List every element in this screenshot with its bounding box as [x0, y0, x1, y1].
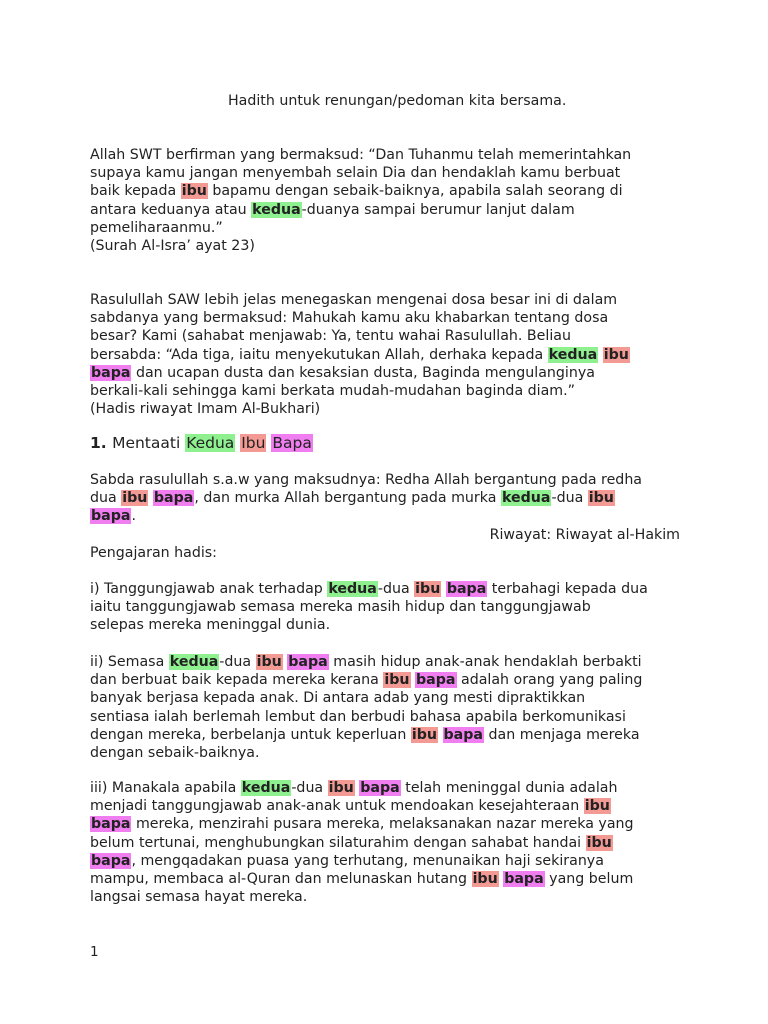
highlight-kedua: kedua — [501, 490, 551, 507]
text-span: menjadi tanggungjawab anak-anak untuk mendoakan kesejahteraan — [90, 798, 584, 815]
text-line — [90, 182, 680, 200]
text-span: dan menjaga mereka — [484, 726, 640, 743]
highlight-ibu: ibu — [328, 780, 354, 796]
text-span: belum tertunai, menghubungkan silaturahim dengan sahabat handai — [90, 834, 586, 851]
highlight-bapa: bapa — [288, 654, 328, 670]
highlight-kedua: kedua — [328, 581, 377, 597]
text-span: antara keduanya atau — [90, 201, 252, 218]
text-line — [90, 726, 680, 744]
highlight-bapa: bapa — [443, 726, 483, 743]
quran-paragraph — [90, 146, 680, 255]
text-line — [90, 364, 680, 382]
highlight-kedua: kedua — [252, 201, 301, 218]
highlight-bapa: bapa — [504, 870, 544, 887]
heading-number: 1. — [90, 434, 113, 452]
highlight-kedua: kedua — [241, 780, 291, 796]
text-line: Rasulullah SAW lebih jelas menegaskan mengenai dosa besar ini di dalam — [90, 292, 618, 308]
text-line — [90, 852, 680, 870]
text-span: -dua — [291, 780, 328, 796]
text-span: masih hidup anak-anak hendaklah berbakti — [328, 654, 642, 670]
text-span: baik kepada — [90, 183, 181, 200]
text-span: terbahagi kepada dua — [487, 581, 648, 597]
text-span: ii) Semasa — [90, 654, 169, 670]
text-line — [90, 201, 680, 219]
text-line: langsai semasa hayat mereka. — [90, 889, 308, 906]
pengajaran-label: Pengajaran hadis: — [90, 544, 217, 561]
highlight-bapa: bapa — [416, 672, 456, 689]
highlight-kedua: kedua — [169, 654, 219, 670]
citation: (Surah Al-Isra’ ayat 23) — [90, 237, 255, 254]
highlight-ibu: ibu — [181, 183, 207, 200]
text-span: -dua — [551, 490, 588, 507]
text-line: banyak berjasa kepada anak. Di antara adab yang mesti dipraktikkan — [90, 690, 586, 707]
highlight-ibu: ibu — [586, 834, 612, 851]
text-span: adalah orang yang paling — [456, 672, 643, 689]
text-line — [90, 346, 680, 364]
text-line: berkali-kali sehingga kami berkata mudah-mudahan baginda diam.” — [90, 382, 575, 399]
highlight-bapa: bapa — [153, 490, 194, 507]
highlight-bapa: bapa — [91, 508, 131, 525]
highlight-bapa: bapa — [91, 852, 131, 869]
highlight-ibu: ibu — [384, 672, 410, 689]
highlight-bapa: bapa — [91, 816, 131, 833]
highlight-ibu: ibu — [584, 798, 610, 815]
text-span: dua — [90, 490, 122, 507]
text-line — [90, 580, 680, 598]
text-line: besar? Kami (sahabat menjawab: Ya, tentu wahai Rasulullah. Beliau — [90, 328, 571, 345]
text-line: Sabda rasulullah s.a.w yang maksudnya: Redha Allah bergantung pada redha — [90, 472, 643, 488]
text-span: iii) Manakala apabila — [90, 780, 241, 796]
text-line: sabdanya yang bermaksud: Mahukah kamu aku khabarkan tentang dosa — [90, 310, 609, 327]
text-span: mampu, membaca al-Quran dan melunaskan hutang — [90, 870, 472, 887]
text-line: sentiasa ialah berlemah lembut dan berbudi bahasa apabila berkomunikasi — [90, 708, 626, 725]
highlight-bapa: bapa — [91, 364, 131, 381]
heading-text: Mentaati — [112, 434, 186, 452]
point-i — [90, 580, 680, 635]
highlight-ibu: ibu — [588, 490, 614, 507]
text-line — [90, 489, 680, 507]
highlight-ibu: ibu — [472, 870, 498, 887]
text-line: dengan sebaik-baiknya. — [90, 744, 260, 761]
highlight-bapa: bapa — [446, 581, 487, 597]
text-line — [90, 671, 680, 689]
rasul-paragraph — [90, 291, 680, 418]
text-span: bersabda: “Ada tiga, iaitu menyekutukan Allah, derhaka kepada — [90, 346, 548, 363]
text-span: i) Tanggungjawab anak terhadap — [90, 581, 328, 597]
point-iii — [90, 779, 680, 906]
text-span: . — [131, 508, 136, 525]
text-line — [90, 507, 680, 525]
text-line — [90, 815, 680, 833]
highlight-ibu: ibu — [122, 490, 148, 507]
sabda-paragraph — [90, 471, 680, 562]
highlight-bapa: bapa — [360, 780, 400, 796]
text-line: supaya kamu jangan menyembah selain Dia dan hendaklah kamu berbuat — [90, 165, 621, 182]
text-span: mereka, menzirahi pusara mereka, melaksanakan nazar mereka yang — [131, 816, 634, 833]
text-line: selepas mereka meninggal dunia. — [90, 617, 331, 634]
section-heading — [90, 434, 313, 452]
point-ii — [90, 653, 680, 762]
text-span: , dan murka Allah bergantung pada murka — [194, 490, 501, 507]
text-line — [90, 797, 680, 815]
text-line — [90, 834, 680, 852]
highlight-kedua: kedua — [548, 346, 598, 363]
text-span: dan ucapan dusta dan kesaksian dusta, Baginda mengulanginya — [131, 364, 595, 381]
text-line — [90, 779, 680, 797]
citation: (Hadis riwayat Imam Al-Bukhari) — [90, 401, 321, 418]
text-span: -duanya sampai berumur lanjut dalam — [301, 201, 575, 218]
highlight-kedua: Kedua — [186, 434, 235, 452]
text-span: bapamu dengan sebaik-baiknya, apabila salah seorang di — [207, 183, 623, 200]
highlight-ibu: ibu — [411, 726, 438, 743]
text-line: pemeliharaanmu.” — [90, 219, 223, 236]
highlight-ibu: ibu — [415, 581, 441, 597]
text-span: yang belum — [544, 870, 634, 887]
text-line: Allah SWT berfirman yang bermaksud: “Dan Tuhanmu telah memerintahkan — [90, 147, 632, 163]
document-title: Hadith untuk renungan/pedoman kita bersama. — [228, 93, 567, 109]
text-line — [90, 653, 680, 671]
text-span: , mengqadakan puasa yang terhutang, menunaikan haji sekiranya — [131, 852, 604, 869]
highlight-bapa: Bapa — [272, 434, 312, 452]
text-line — [90, 870, 680, 888]
text-line: iaitu tanggungjawab semasa mereka masih hidup dan tanggungjawab — [90, 599, 591, 616]
highlight-ibu: ibu — [256, 654, 282, 670]
page-number: 1 — [90, 944, 99, 960]
text-span: dengan mereka, berbelanja untuk keperluan — [90, 726, 411, 743]
text-span: telah meninggal dunia adalah — [400, 780, 618, 796]
text-span: -dua — [219, 654, 256, 670]
text-span: dan berbuat baik kepada mereka kerana — [90, 672, 384, 689]
text-span: -dua — [377, 581, 415, 597]
riwayat-citation: Riwayat: Riwayat al-Hakim — [489, 526, 680, 543]
highlight-ibu: Ibu — [241, 434, 266, 452]
highlight-ibu: ibu — [603, 346, 629, 363]
